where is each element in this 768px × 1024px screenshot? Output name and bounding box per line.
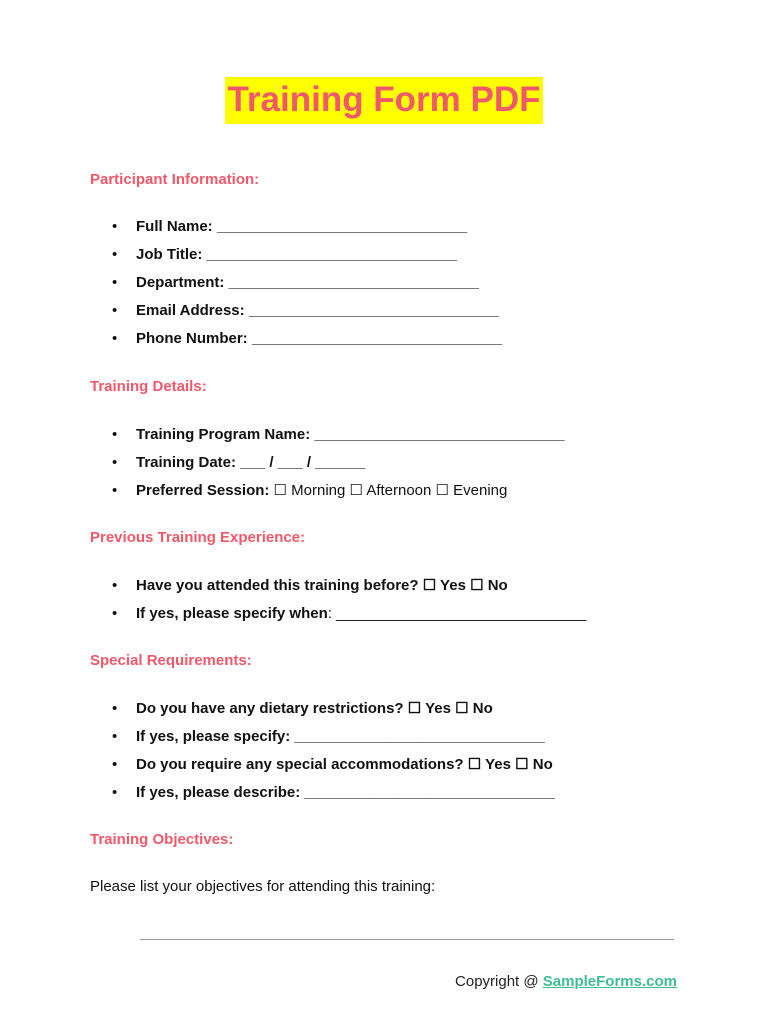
training-list [90, 425, 565, 509]
preferred-session-options: ☐ Morning ☐ Afternoon ☐ Evening [269, 482, 508, 499]
phone-label: Phone Number: ______________________________ [136, 330, 503, 347]
participant-list [90, 217, 502, 357]
department-label: Department: ______________________________ [136, 274, 479, 291]
dietary-specify-label: If yes, please specify: ______________________________ [136, 728, 545, 745]
list-item-department [90, 273, 502, 301]
brand-link[interactable]: SampleForms.com [542, 973, 677, 990]
accommodations-label: Do you require any special accommodations? ☐ Yes ☐ No [136, 756, 553, 773]
section-heading-previous: Previous Training Experience: [90, 529, 306, 546]
preferred-session-label: Preferred Session: [136, 482, 270, 499]
list-item-training-date [90, 453, 565, 481]
accommodations-describe-label: If yes, please describe: ______________________________ [136, 784, 555, 801]
list-item-specify-when [90, 604, 586, 632]
list-item-full-name [90, 217, 502, 245]
list-item-preferred-session [90, 481, 565, 509]
objectives-answer-line [140, 939, 674, 940]
list-item-accommodations [90, 755, 555, 783]
full-name-label: Full Name: ______________________________ [136, 218, 468, 235]
section-heading-special: Special Requirements: [90, 652, 252, 669]
previous-list [90, 576, 586, 632]
attended-before-label: Have you attended this training before? ☐ Yes ☐ No [136, 577, 508, 594]
list-item-dietary [90, 699, 555, 727]
title-container [0, 77, 768, 124]
list-item-program-name [90, 425, 565, 453]
section-heading-participant: Participant Information: [90, 171, 260, 188]
program-name-label: Training Program Name: ______________________________ [136, 426, 565, 443]
list-item-dietary-specify [90, 727, 555, 755]
section-heading-training: Training Details: [90, 378, 207, 395]
training-date-label: Training Date: ___ / ___ / ______ [136, 454, 366, 471]
list-item-email [90, 301, 502, 329]
email-label: Email Address: ______________________________ [136, 302, 500, 319]
section-heading-objectives: Training Objectives: [90, 831, 234, 848]
special-list [90, 699, 555, 811]
copyright-prefix: Copyright @ [455, 973, 543, 990]
dietary-label: Do you have any dietary restrictions? ☐ Yes ☐ No [136, 700, 493, 717]
document-title: Training Form PDF [225, 77, 542, 124]
footer-copyright [455, 973, 677, 990]
specify-when-value: : ______________________________ [327, 605, 587, 622]
list-item-attended-before [90, 576, 586, 604]
job-title-label: Job Title: ______________________________ [136, 246, 457, 263]
objectives-prompt: Please list your objectives for attending this training: [90, 878, 436, 895]
specify-when-label: If yes, please specify when [136, 605, 328, 622]
list-item-job-title [90, 245, 502, 273]
list-item-phone [90, 329, 502, 357]
list-item-accommodations-describe [90, 783, 555, 811]
